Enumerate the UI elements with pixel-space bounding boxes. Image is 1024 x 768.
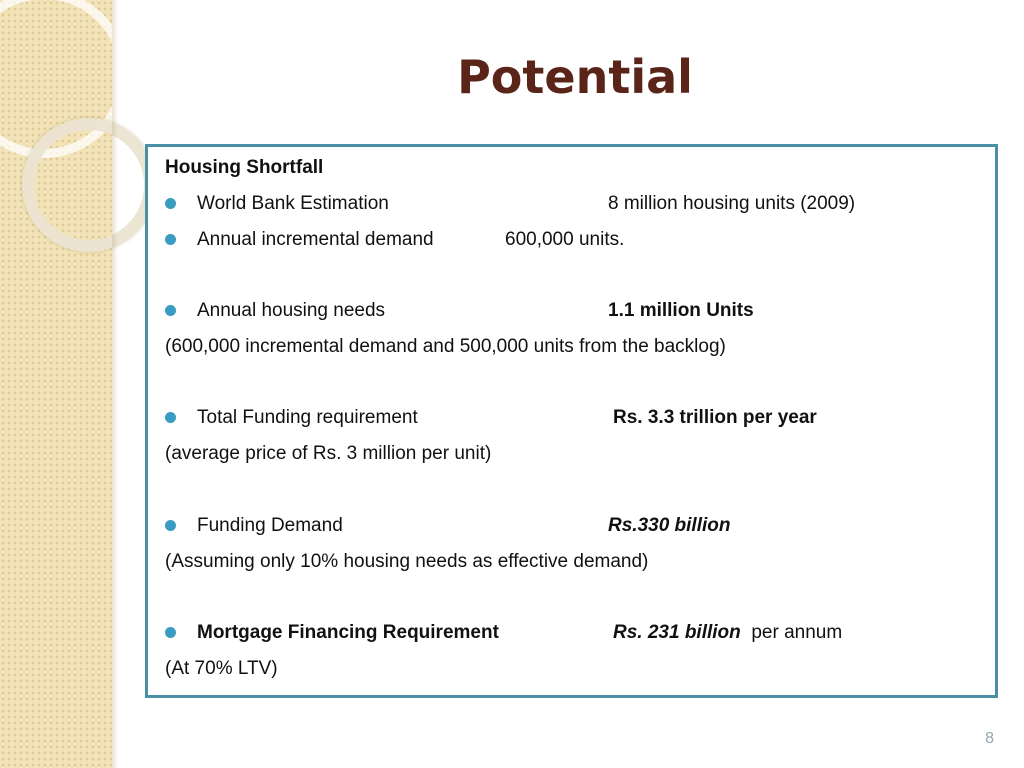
page-number: 8: [985, 730, 994, 747]
note-text: (600,000 incremental demand and 500,000 units from the backlog): [165, 336, 726, 357]
note-text: (Assuming only 10% housing needs as effective demand): [165, 551, 649, 572]
item-label: Annual incremental demand: [197, 229, 434, 250]
note-text: (average price of Rs. 3 million per unit): [165, 443, 492, 464]
slide-title: Potential: [457, 50, 693, 104]
section-heading: Housing Shortfall: [165, 157, 324, 178]
bullet-icon: [165, 234, 176, 245]
item-value-amount: Rs. 231 billion: [613, 622, 741, 643]
item-label: World Bank Estimation: [197, 193, 389, 214]
decorative-sidebar: [0, 0, 112, 768]
item-value: [613, 618, 842, 648]
sidebar-shadow: [112, 0, 118, 768]
decorative-ring: [22, 118, 156, 252]
note-text: (At 70% LTV): [165, 658, 278, 679]
item-label: Mortgage Financing Requirement: [197, 622, 499, 643]
item-value: 8 million housing units (2009): [608, 193, 856, 214]
content-box: [145, 144, 998, 698]
item-value: 1.1 million Units: [608, 300, 754, 321]
bullet-icon: [165, 520, 176, 531]
item-value-suffix: per annum: [751, 622, 843, 643]
item-value: Rs.330 billion: [608, 515, 731, 536]
item-label: Total Funding requirement: [197, 407, 418, 428]
bullet-icon: [165, 305, 176, 316]
bullet-icon: [165, 627, 176, 638]
item-value: 600,000 units.: [505, 229, 625, 250]
item-label: Annual housing needs: [197, 300, 386, 321]
bullet-icon: [165, 412, 176, 423]
item-value: Rs. 3.3 trillion per year: [613, 407, 817, 428]
bullet-icon: [165, 198, 176, 209]
item-label: Funding Demand: [197, 515, 343, 536]
